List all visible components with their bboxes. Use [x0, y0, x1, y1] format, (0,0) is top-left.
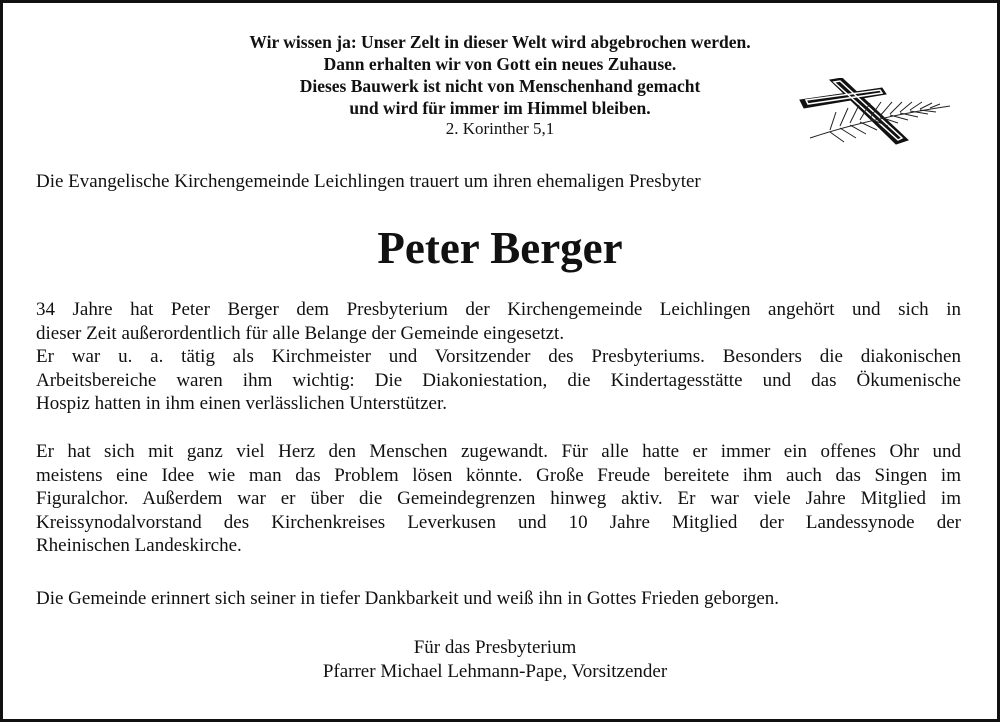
- bible-verse: [150, 31, 850, 119]
- text-line: Arbeitsbereiche waren ihm wichtig: Die Diakoniestation, die Kindertagesstätte und das Ökumenische: [36, 369, 961, 391]
- paragraph-2: [36, 440, 961, 558]
- text-line: meistens eine Idee wie man das Problem lösen könnte. Große Freude bereitete ihm auch das Singen im: [36, 464, 961, 486]
- paragraph-3: [36, 587, 961, 611]
- verse-line: Wir wissen ja: Unser Zelt in dieser Welt wird abgebrochen werden.: [249, 32, 751, 52]
- verse-line: und wird für immer im Himmel bleiben.: [349, 98, 651, 118]
- signature-line-2: Pfarrer Michael Lehmann-Pape, Vorsitzender: [322, 661, 668, 682]
- signature-line-1: Für das Presbyterium: [413, 637, 577, 658]
- verse-line: Dann erhalten wir von Gott ein neues Zuhause.: [323, 54, 677, 74]
- text-line: Hospiz hatten in ihm einen verlässlichen Unterstützer.: [36, 393, 448, 414]
- text-line: Rheinischen Landeskirche.: [36, 535, 242, 556]
- text-line: Figuralchor. Außerdem war er über die Gemeindegrenzen hinweg aktiv. Er war viele Jahre Mitglied im: [36, 488, 961, 509]
- cross-with-palm-branch-icon: [790, 78, 970, 150]
- intro-text: Die Evangelische Kirchengemeinde Leichlingen trauert um ihren ehemaligen Presbyter: [36, 171, 701, 192]
- deceased-name: Peter Berger: [377, 223, 623, 273]
- paragraph-1: [36, 298, 961, 416]
- text-line: 34 Jahre hat Peter Berger dem Presbyterium der Kirchengemeinde Leichlingen angehört und sich in: [36, 299, 961, 320]
- text-line: dieser Zeit außerordentlich für alle Belange der Gemeinde eingesetzt.: [36, 322, 565, 344]
- text-line: Kreissynodalvorstand des Kirchenkreises Leverkusen und 10 Jahre Mitglied der Landessynode der: [36, 511, 961, 533]
- verse-line: Dieses Bauwerk ist nicht von Menschenhand gemacht: [299, 76, 701, 96]
- text-line: Er hat sich mit ganz viel Herz den Menschen zugewandt. Für alle hatte er immer ein offenes Ohr und: [36, 441, 961, 462]
- signature: [0, 636, 990, 684]
- verse-reference: 2. Korinther 5,1: [445, 119, 555, 138]
- text-line: Er war u. a. tätig als Kirchmeister und Vorsitzender des Presbyteriums. Besonders die diakonischen: [36, 346, 961, 367]
- text-line: Die Gemeinde erinnert sich seiner in tiefer Dankbarkeit und weiß ihn in Gottes Frieden geborgen.: [36, 588, 780, 609]
